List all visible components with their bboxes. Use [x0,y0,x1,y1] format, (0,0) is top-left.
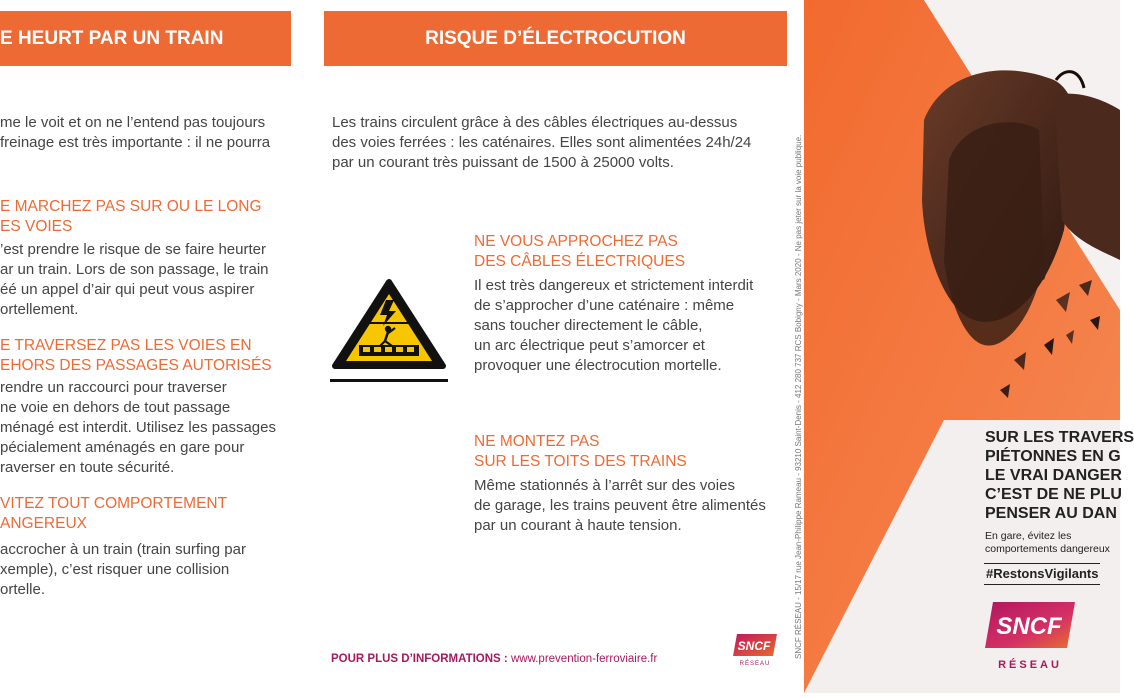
section-title: EHORS DES PASSAGES AUTORISÉS [0,357,272,374]
section-body-line: un arc électrique peut s’amorcer et [474,337,705,354]
left-section-behaviour [0,494,246,600]
section-title: SUR LES TOITS DES TRAINS [474,453,687,470]
slogan-line: SUR LES TRAVERS [985,429,1134,446]
shoes-illustration [804,0,1120,693]
section-title: ES VOIES [0,218,73,235]
slogan-line: LE VRAI DANGER [985,467,1122,484]
section-body-line: ménagé est interdit. Utilisez les passages [0,419,276,436]
slogan-block [985,428,1134,523]
sncf-logo [985,602,1075,672]
footer-link[interactable]: www.prevention-ferroviaire.fr [510,653,658,665]
section-body-line: raverser en toute sécurité. [0,459,175,476]
right-photo-panel [804,0,1120,693]
middle-banner-title: RISQUE D’ÉLECTROCUTION [425,27,686,49]
section-title: NE VOUS APPROCHEZ PAS [474,233,678,250]
slogan-line: C’EST DE NE PLU [985,486,1122,503]
section-body-line: ’est prendre le risque de se faire heurter [0,241,266,258]
left-intro-line: me le voit et on ne l’entend pas toujours [0,114,266,131]
sncf-logo-text: SNCF [996,613,1062,640]
hashtag-box [984,563,1100,585]
section-body-line: ortelle. [0,581,46,598]
section-title: ANGEREUX [0,515,87,532]
left-intro-line: freinage est très importante : il ne pourra [0,134,271,151]
hashtag: #RestonsVigilants [986,566,1099,581]
middle-section-cables [474,232,753,376]
section-title: DES CÂBLES ÉLECTRIQUES [474,253,686,270]
left-section-walk [0,197,269,320]
section-body-line: sans toucher directement le câble, [474,317,703,334]
middle-intro-line: des voies ferrées : les caténaires. Elles sont alimentées 24h/24 [332,134,752,151]
left-banner-title: E HEURT PAR UN TRAIN [0,27,224,49]
footer-label: POUR PLUS D’INFORMATIONS : [331,653,511,665]
section-title: E TRAVERSEZ PAS LES VOIES EN [0,337,252,354]
electric-danger-icon [330,278,448,384]
slogan-line: PENSER AU DAN [985,505,1117,522]
vertical-credit [782,79,803,659]
section-body-line: accrocher à un train (train surfing par [0,541,246,558]
slogan-line: PIÉTONNES EN G [985,448,1121,465]
subtext-line: comportements dangereux [985,543,1110,555]
middle-intro-line: Les trains circulent grâce à des câbles électriques au-dessus [332,114,738,131]
section-body-line: ar un train. Lors de son passage, le train [0,261,269,278]
sncf-logo-small [733,634,777,667]
left-banner [0,11,291,66]
section-body-line: provoquer une électrocution mortelle. [474,357,722,374]
section-body-line: par un courant à haute tension. [474,517,682,534]
section-body-line: Même stationnés à l’arrêt sur des voies [474,477,735,494]
middle-intro [332,113,751,173]
middle-section-roofs [474,432,766,536]
section-body-line: éé un appel d’air qui peut vous aspirer [0,281,255,298]
section-body-line: de garage, les trains peuvent être alimentés [474,497,766,514]
section-body-line: ortellement. [0,301,79,318]
section-title: NE MONTEZ PAS [474,433,600,450]
middle-banner [324,11,787,66]
section-body-line: de s’approcher d’une caténaire : même [474,297,735,314]
section-body-line: xemple), c’est risquer une collision [0,561,230,578]
section-title: VITEZ TOUT COMPORTEMENT [0,495,228,512]
section-body-line: Il est très dangereux et strictement interdit [474,277,754,294]
section-body-line: rendre un raccourci pour traverser [0,379,227,396]
footer-info [331,653,657,665]
sncf-logo-small-text: SNCF [737,639,771,653]
vertical-credit-text: SNCF RÉSEAU - 15/17 rue Jean-Philippe Rameau - 93210 Saint-Denis - 412 280 737 RCS Bobigny - Mars 2020 - Ne pas jeter sur la voie publique. [794,134,803,659]
left-section-cross [0,336,276,478]
section-body-line: pécialement aménagés en gare pour [0,439,245,456]
subtext-line: En gare, évitez les [985,530,1072,542]
section-body-line: ne voie en dehors de tout passage [0,399,231,416]
slogan-subtext [985,530,1110,556]
sncf-logo-sub: RÉSEAU [998,659,1062,671]
middle-intro-line: par un courant très puissant de 1500 à 25000 volts. [332,154,674,171]
sncf-logo-small-sub: RÉSEAU [739,661,771,667]
section-title: E MARCHEZ PAS SUR OU LE LONG [0,198,262,215]
left-intro [0,113,270,153]
